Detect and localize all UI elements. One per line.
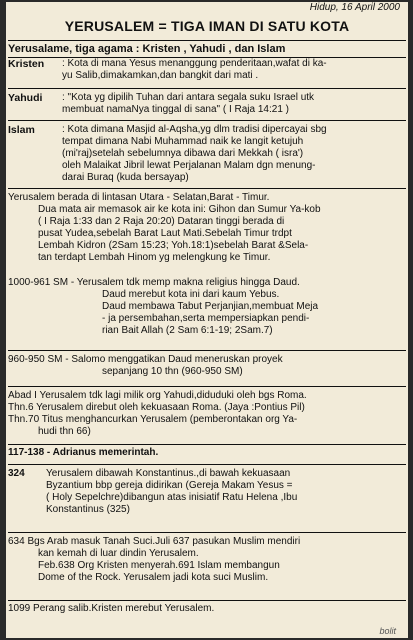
text-line: : "Kota yg dipilih Tuhan dari antara segala suku Israel utk [62, 92, 315, 103]
text-line: ( Holy Sepelchre)dibangun atas inisiatif Ratu Helena ,Ibu [46, 492, 298, 503]
section-117-138 [8, 444, 406, 463]
section-islam [8, 120, 406, 185]
text-line: 960-950 SM - Salomo menggatikan Daud meneruskan proyek [8, 354, 283, 365]
text-line: Lembah Kidron (2Sam 15:23; Yoh.18:1)sebelah Barat &Sela- [38, 240, 309, 251]
text-line: Dua mata air memasok air ke kota ini: Gihon dan Sumur Ya-kob [38, 204, 321, 215]
label-kristen: Kristen [8, 58, 45, 70]
text-line: tempat dimana Nabi Muhammad naik ke langit ketujuh [62, 136, 304, 147]
text-line: : Kota dimana Masjid al-Aqsha,yg dlm tradisi dipercayai sbg [62, 124, 327, 135]
section-kristen [8, 58, 406, 86]
text-line: yu Salib,dimakamkan,dan bangkit dari mati . [62, 70, 259, 81]
text-line: hudi thn 66) [38, 426, 91, 437]
text-line: rian Bait Allah (2 Sam 6:1-19; 2Sam.7) [102, 325, 273, 336]
page-title: YERUSALEM = TIGA IMAN DI SATU KOTA [64, 18, 350, 34]
label-islam: Islam [8, 124, 35, 136]
text-line: 634 Bgs Arab masuk Tanah Suci.Juli 637 pasukan Muslim mendiri [8, 536, 301, 547]
text-line: : Kota di mana Yesus menanggung penderitaan,wafat di ka- [62, 58, 327, 69]
text-line: Abad I Yerusalem tdk lagi milik org Yahudi,diduduki oleh bgs Roma. [8, 390, 307, 401]
text-line: Yerusalem berada di lintasan Utara - Selatan,Barat - Timur. [8, 192, 270, 203]
section-geography [8, 188, 406, 272]
text-line: sepanjang 10 thn (960-950 SM) [102, 366, 243, 377]
text-line: membuat namaNya tinggal di sana" ( I Raja 14:21 ) [62, 104, 290, 115]
text-line: Feb.638 Org Kristen menyerah.691 Islam membangun [38, 560, 280, 571]
label-324: 324 [8, 468, 25, 479]
section-1099 [8, 600, 406, 621]
section-960-950 [8, 350, 406, 384]
text-line: oleh Malaikat Jibril lewat Perjalanan Malam dgn menung- [62, 160, 316, 171]
text-line: pusat Yudea,sebelah Barat Laut Mati.Sebelah Timur trdpt [38, 228, 292, 239]
text-line: Daud merebut kota ini dari kaum Yebus. [102, 289, 280, 300]
text-line: Thn.6 Yerusalem direbut oleh kekuasaan Roma. (Jaya :Pontius Pil) [8, 402, 305, 413]
section-324 [8, 464, 406, 530]
label-yahudi: Yahudi [8, 92, 43, 104]
text-line: Byzantium bbp gereja didirikan (Gereja Makam Yesus = [46, 480, 293, 491]
document-page [6, 2, 408, 638]
text-line: Dome of the Rock. Yerusalem jadi kota suci Muslim. [38, 572, 269, 583]
text-line: darai Buraq (kuda bersayap) [62, 172, 189, 183]
text-line: Daud membawa Tabut Perjanjian,membuat Meja [102, 301, 319, 312]
header-note: Hidup, 16 April 2000 [309, 2, 400, 13]
signature: bolit [379, 626, 396, 636]
section-1000-961 [8, 274, 406, 349]
text-line: 1000-961 SM - Yerusalem tdk memp makna religius hingga Daud. [8, 277, 300, 288]
text-line: - ja persembahan,serta mempersiapkan pendi- [102, 313, 310, 324]
subtitle: Yerusalame, tiga agama : Kristen , Yahudi , dan Islam [8, 40, 406, 58]
text-line: ( I Raja 1:33 dan 2 Raja 20:20) Dataran tinggi berada di [38, 216, 285, 227]
text-line: Konstantinus (325) [46, 504, 130, 515]
section-634 [8, 532, 406, 598]
text-line: 117-138 - Adrianus memerintah. [8, 447, 159, 458]
text-line: (mi'raj)setelah sebelumnya dibawa dari Mekkah ( isra') [62, 148, 304, 159]
text-line: tan terdapt Lembah Hinom yg melengkung ke Timur. [38, 252, 271, 263]
section-yahudi [8, 88, 406, 121]
section-abad-1 [8, 386, 406, 444]
text-line: Thn.70 Titus menghancurkan Yerusalem (pemberontakan org Ya- [8, 414, 298, 425]
text-line: kan kemah di luar dindin Yerusalem. [38, 548, 199, 559]
text-line: Yerusalem dibawah Konstantinus.,di bawah kekuasaan [46, 468, 291, 479]
text-line: 1099 Perang salib.Kristen merebut Yerusalem. [8, 603, 215, 614]
